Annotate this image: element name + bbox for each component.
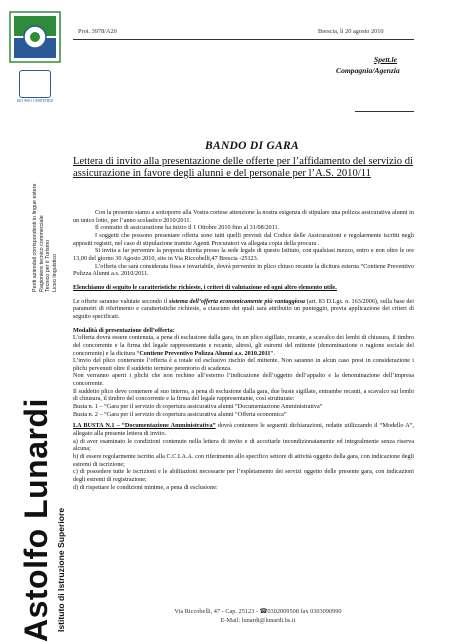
course-list	[32, 184, 58, 292]
paragraph: Si invita a far pervenire la proposta diretta presso la sede legale di questo Istituto, con qualsiasi mezzo, entro e non oltre le ore 13,00 del giorno 30 Agosto 2010, sito in Via Riccobelli,47 Brescia -25123.	[73, 247, 414, 262]
footer-address: Via Riccobelli, 47 - Cap. 25123 - ☎0302009508 fax 0303090990	[174, 608, 342, 615]
sidebar	[0, 0, 70, 640]
school-logo	[8, 10, 62, 64]
paragraph: Il suddetto plico deve contenere al suo interno, a pena di esclusione dalla gara, due buste sigillate, entrambe recanti, a scavalco sui lembi di chiusura, il timbro del concorrente e la firma del legale rappresentante, così strutturate:	[73, 387, 414, 403]
paragraph: Le offerte saranno valutate secondo il sistema dell’offerta economicamente più vantaggiosa (art. 83 D.Lgs. n. 163/2006), sulla base dei parametri di riferimento e caratteristiche richieste, a ciascuno dei quali sarà attribuito un punteggio, previa applicazione dei criteri di seguito specificati.	[73, 297, 414, 320]
envelope-item: Busta n. 2 – “Gara per il servizio di copertura assicurativa alunni “Offerta economica”	[73, 410, 287, 418]
paragraph: LA BUSTA N.1 – “Documentazione Amministrativa” dovrà contenere le seguenti dichiarazioni, redatte utilizzando il “Modello A”, allegato alla presente lettera di invito.	[73, 422, 414, 438]
course-item: Tecnico per il Turismo	[45, 239, 52, 292]
list-item: d) di rispettare le condizioni minime, a pena di esclusione:	[73, 483, 218, 491]
footer-email: E-Mail: lunardi@lunardi.bs.it	[220, 617, 296, 624]
iso-certification-badge: ISO 9001 CERTIFIED	[14, 70, 56, 103]
list-item: a) di aver esaminato le condizioni contenute nella lettera di invito e di accettarle incondizionatamente ed integralmente senza riserva alcuna;	[73, 437, 414, 453]
paragraph: Non verranno aperti i plichi che non rechino all’esterno l’indicazione dell’oggetto dell’appalto e la denominazione dell’impresa concorrente.	[73, 372, 414, 388]
list-item: b) di essere regolarmente iscritto alla C.C.I.A.A. con riferimento allo specifico settore di attività oggetto della gara, con indicazione degli estremi di iscrizione;	[73, 453, 414, 468]
header-divider	[73, 39, 414, 40]
document-subject: Lettera di invito alla presentazione delle offerte per l’affidamento del servizio di assicurazione in favore degli alunni e del personale per l’A.S. 2010/11	[73, 156, 413, 180]
institute-name: Astolfo Lunardi	[18, 398, 54, 642]
paragraph: Il contratto di assicurazione ha inizio il 1 Ottobre 2010 fino al 31/08/2011.	[95, 224, 280, 232]
section-heading: Elenchiamo di seguito le caratteristiche richieste, i criteri di valutazione ed ogni altro elemento utile.	[73, 283, 337, 291]
course-item: Ragioniere tecnico commerciale	[38, 215, 45, 292]
protocol-number: Prot. 3978/A20	[78, 28, 117, 35]
paragraph: L’offerta che sarà considerata fissa e invariabile, dovrà pervenire in plico chiuso recante la dicitura esterna “Contiene Preventivo Polizza Alunni a.s. 2010/2011.	[73, 262, 414, 278]
paragraph: I soggetti che possono presentare offerta sono tutti quelli previsti dal Codice delle Assicurazioni e regolarmente iscritti negli appositi registri, nel caso di stipulazione tramite Agenti Procuratori va allegata copia della procura .	[73, 231, 414, 247]
place-date: Brescia, lì 20 agosto 2010	[318, 28, 384, 35]
course-item: Liceo linguistico	[51, 253, 58, 292]
envelope-item: Busta n. 1 – “Gara per il servizio di copertura assicurativa alunni “Documentazione Amministrativa”	[73, 403, 323, 411]
recipient-address-line	[355, 111, 414, 112]
institute-subtitle: Istituto di Istruzione Superiore	[56, 507, 66, 632]
letter-body	[73, 209, 414, 491]
document-title: BANDO DI GARA	[205, 140, 300, 152]
paragraph: Con la presente siamo a sottoporre alla Vostra cortese attenzione la nostra esigenza di stipulare una polizza assicurativa alunni in un unico lotto, per l’anno scolastico 2010/2011.	[73, 209, 414, 224]
recipient-line1: Spett.le	[374, 55, 397, 64]
paragraph: L’offerta dovrà essere contenuta, a pena di esclusione dalla gara, in un plico sigillato, recante, a scavalco dei lembi di chiusura, il timbro del concorrente e la firma del legale rappresentante e recante, altresì, gli estremi del mittente (denominazione o ragione sociale del concorrente) e la dicitura “Contiene Preventivo Polizza Alunni a.s. 2010.2011”.	[73, 334, 414, 357]
list-item: c) di possedere tutte le iscrizioni e le abilitazioni necessarie per l’espletamento dei servizi oggetto delle presente gara, con indicazioni degli estremi di registrazione;	[73, 468, 414, 483]
course-item: Periti aziendali corrispondenti in lingue estere	[32, 183, 38, 292]
paragraph: L’invio del plico contenente l’offerta è a totale ed esclusivo rischio del mittente. Non saranno in alcun caso presi in considerazione i plichi pervenuti oltre il suddetto termine perentorio di scadenza.	[73, 357, 414, 372]
section-heading: Modalità di presentazione dell’offerta:	[73, 326, 175, 334]
recipient-line2: Compagnia/Agenzia	[336, 66, 400, 75]
